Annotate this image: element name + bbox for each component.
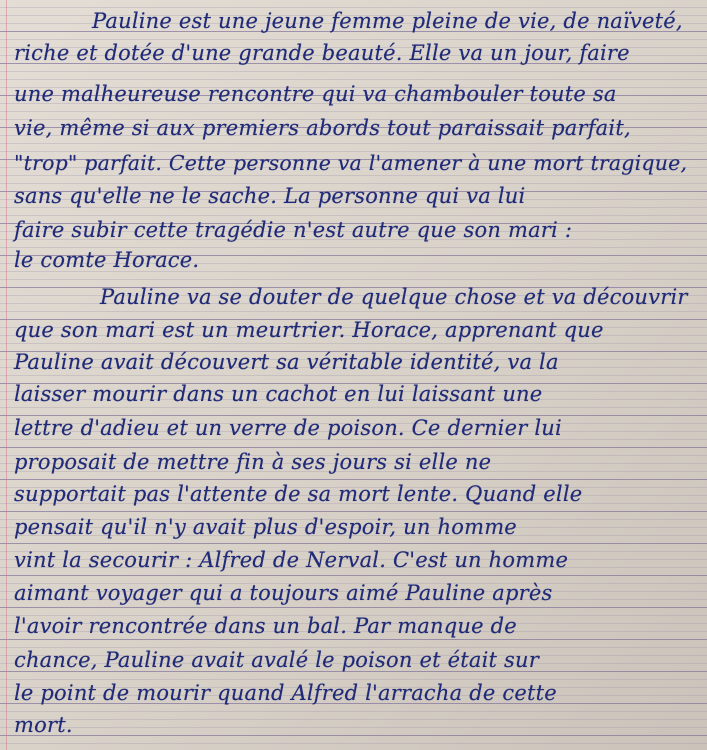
text-line: laisser mourir dans un cachot en lui laissant une: [14, 382, 543, 406]
text-line: Pauline est une jeune femme pleine de vie, de naïveté,: [92, 9, 683, 33]
text-line: "trop" parfait. Cette personne va l'amener à une mort tragique,: [14, 151, 688, 175]
text-line: Pauline avait découvert sa véritable identité, va la: [14, 350, 559, 374]
text-line: Pauline va se douter de quelque chose et va découvrir: [100, 285, 688, 309]
text-line: une malheureuse rencontre qui va chambouler toute sa: [14, 82, 617, 106]
text-line: pensait qu'il n'y avait plus d'espoir, un homme: [14, 515, 517, 539]
text-line: mort.: [14, 713, 73, 737]
text-line: que son mari est un meurtrier. Horace, apprenant que: [14, 318, 604, 342]
text-line: le comte Horace.: [14, 248, 200, 272]
text-line: sans qu'elle ne le sache. La personne qui va lui: [14, 184, 526, 208]
text-line: chance, Pauline avait avalé le poison et était sur: [14, 648, 539, 672]
text-line: proposait de mettre fin à ses jours si elle ne: [14, 450, 492, 474]
text-line: faire subir cette tragédie n'est autre que son mari :: [14, 218, 573, 242]
text-line: supportait pas l'attente de sa mort lente. Quand elle: [14, 482, 583, 506]
text-line: aimant voyager qui a toujours aimé Pauline après: [14, 581, 553, 605]
text-line: lettre d'adieu et un verre de poison. Ce dernier lui: [14, 416, 562, 440]
text-line: riche et dotée d'une grande beauté. Elle va un jour, faire: [14, 41, 630, 65]
text-line: le point de mourir quand Alfred l'arracha de cette: [14, 681, 557, 705]
text-line: vie, même si aux premiers abords tout paraissait parfait,: [14, 116, 631, 140]
text-line: l'avoir rencontrée dans un bal. Par manque de: [14, 614, 517, 638]
text-line: vint la secourir : Alfred de Nerval. C'est un homme: [14, 548, 569, 572]
